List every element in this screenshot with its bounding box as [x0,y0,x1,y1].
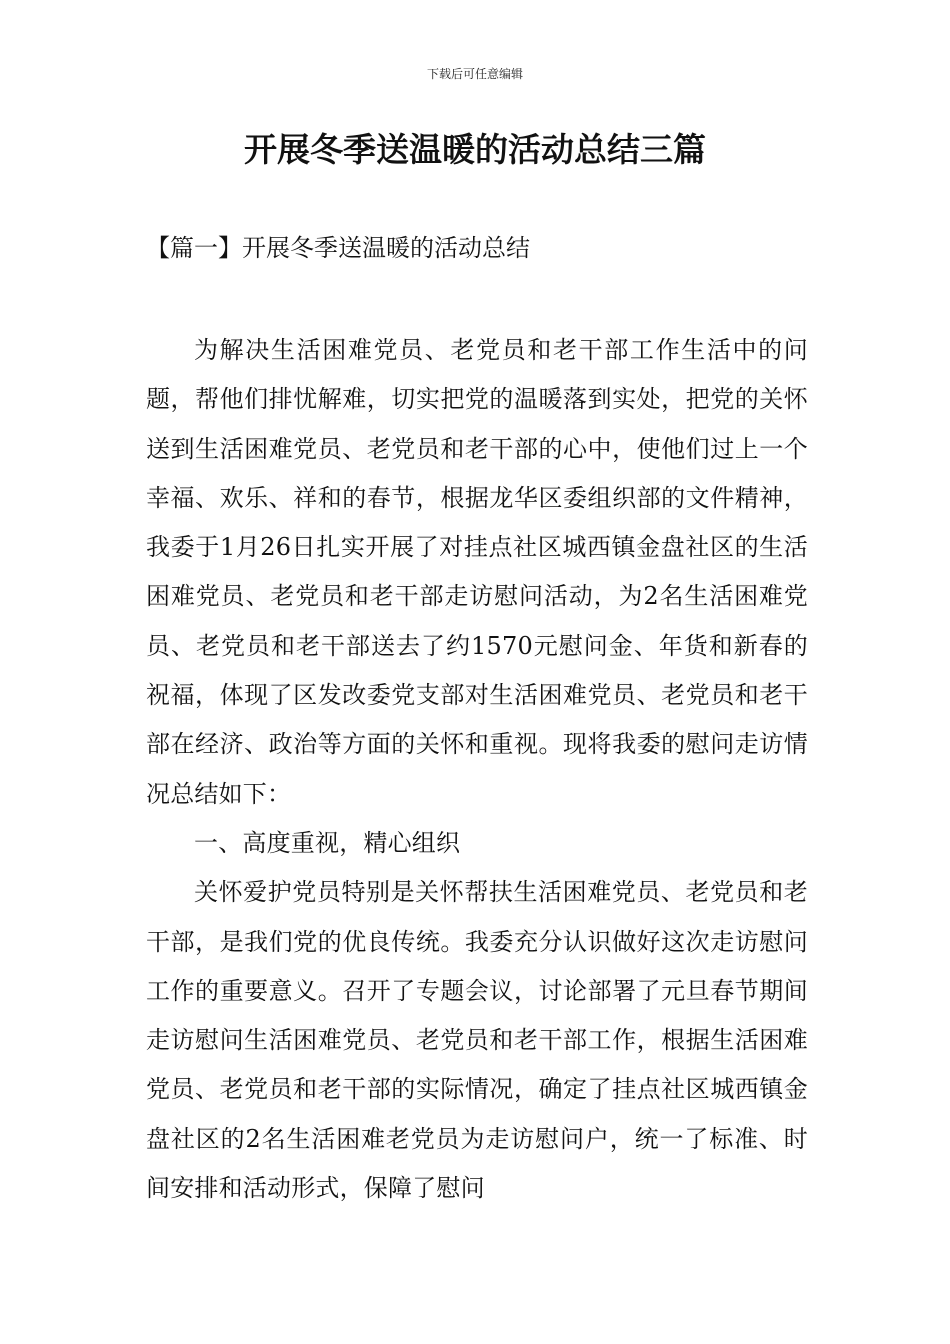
document-body [146,326,808,1213]
body-subheading: 一、高度重视，精心组织 [194,828,461,857]
section-heading: 【篇一】开展冬季送温暖的活动总结 [146,234,530,262]
document-title: 开展冬季送温暖的活动总结三篇 [244,130,706,169]
body-paragraph-intro: 为解决生活困难党员、老党员和老干部工作生活中的问题，帮他们排忧解难，切实把党的温暖落到实处，把党的关怀送到生活困难党员、老党员和老干部的心中，使他们过上一个幸福、欢乐、祥和的春节，根据龙华区委组织部的文件精神，我委于1月26日扎实开展了对挂点社区城西镇金盘社区的生活困难党员、老党员和老干部走访慰问活动，为2名生活困难党员、老党员和老干部送去了约1570元慰问金、年货和新春的祝福，体现了区发改委党支部对生活困难党员、老党员和老干部在经济、政治等方面的关怀和重视。现将我委的慰问走访情况总结如下： [146,336,808,808]
body-paragraph: 关怀爱护党员特别是关怀帮扶生活困难党员、老党员和老干部，是我们党的优良传统。我委充分认识做好这次走访慰问工作的重要意义。召开了专题会议，讨论部署了元旦春节期间走访慰问生活困难党员、老党员和老干部工作，根据生活困难党员、老党员和老干部的实际情况，确定了挂点社区城西镇金盘社区的2名生活困难老党员为走访慰问户，统一了标准、时间安排和活动形式，保障了慰问 [146,878,808,1203]
header-note: 下载后可任意编辑 [426,67,523,81]
